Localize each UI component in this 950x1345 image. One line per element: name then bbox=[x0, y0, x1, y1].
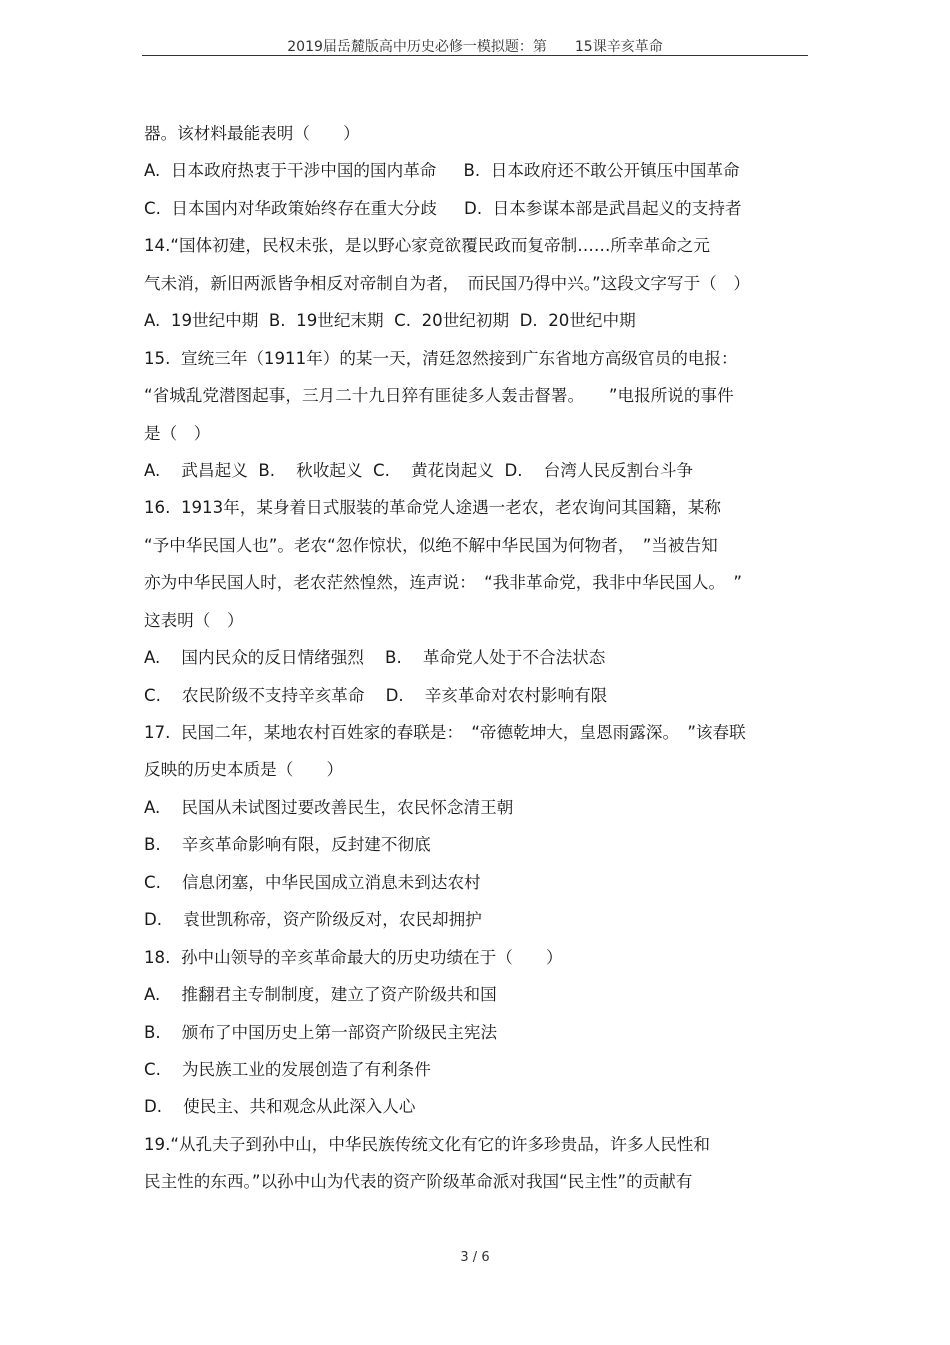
text-line: A. 日本政府热衷于干涉中国的国内革命 B. 日本政府还不敢公开镇压中国革命 bbox=[144, 161, 740, 181]
text-line: 16. 1913年，某身着日式服装的革命党人途遇一老农，老农询问其国籍，某称 bbox=[144, 498, 721, 518]
text-line: A. 武昌起义 B. 秋收起义 C. 黄花岗起义 D. 台湾人民反割台斗争 bbox=[144, 460, 694, 480]
text-line: 器。该材料最能表明（ ） bbox=[144, 124, 360, 143]
page-number: 3 / 6 bbox=[460, 1250, 490, 1265]
text-line: C. 日本国内对华政策始终存在重大分歧 D. 日本参谋本部是武昌起义的支持者 bbox=[144, 198, 742, 218]
text-line: 18. 孙中山领导的辛亥革命最大的历史功绩在于（ ） bbox=[144, 947, 563, 967]
text-line: 这表明（ ） bbox=[144, 610, 244, 630]
text-line: “省城乱党潜图起事，三月二十九日猝有匪徒多人轰击督署。 ”电报所说的事件 bbox=[144, 386, 734, 406]
text-line: 19.“从孔夫子到孙中山，中华民族传统文化有它的许多珍贵品，许多人民性和 bbox=[144, 1134, 710, 1154]
text-line: 是（ ） bbox=[144, 423, 211, 443]
text-line: B. 颁布了中国历史上第一部资产阶级民主宪法 bbox=[144, 1022, 498, 1042]
text-line: 17. 民国二年，某地农村百姓家的春联是： “帝德乾坤大，皇恩雨露深。 ”该春联 bbox=[144, 723, 746, 742]
text-line: A. 19世纪中期 B. 19世纪末期 C. 20世纪初期 D. 20世纪中期 bbox=[144, 311, 636, 331]
text-line: A. 国内民众的反日情绪强烈 B. 革命党人处于不合法状态 bbox=[144, 648, 606, 668]
text-line: B. 辛亥革命影响有限，反封建不彻底 bbox=[144, 835, 431, 855]
page-header-title: 2019届岳麓版高中历史必修一模拟题：第 15课辛亥革命 bbox=[287, 39, 663, 55]
text-line: D. 使民主、共和观念从此深入人心 bbox=[144, 1097, 416, 1117]
document-body bbox=[144, 121, 814, 1207]
text-line: 15. 宣统三年（1911年）的某一天，清廷忽然接到广东省地方高级官员的电报： bbox=[144, 348, 738, 368]
text-line: 民主性的东西。”以孙中山为代表的资产阶级革命派对我国“民主性”的贡献有 bbox=[144, 1172, 693, 1192]
text-line: 反映的历史本质是（ ） bbox=[144, 760, 344, 780]
text-line: A. 推翻君主专制制度，建立了资产阶级共和国 bbox=[144, 985, 497, 1005]
text-line: D. 袁世凯称帝，资产阶级反对，农民却拥护 bbox=[144, 910, 482, 930]
text-line: 亦为中华民国人时，老农茫然惶然，连声说： “我非革命党，我非中华民国人。 ” bbox=[144, 573, 742, 593]
text-line: A. 民国从未试图过要改善民生，农民怀念清王朝 bbox=[144, 797, 514, 817]
text-line: C. 为民族工业的发展创造了有利条件 bbox=[144, 1059, 431, 1079]
text-line: 14.“国体初建，民权未张，是以野心家竞欲覆民政而复帝制……所幸革命之元 bbox=[144, 236, 710, 256]
text-line: C. 农民阶级不支持辛亥革命 D. 辛亥革命对农村影响有限 bbox=[144, 685, 608, 705]
text-line: 气未消，新旧两派皆争相反对帝制自为者， 而民国乃得中兴。”这段文字写于（ ） bbox=[144, 273, 750, 293]
header-rule bbox=[142, 55, 808, 56]
text-line: “予中华民国人也”。老农“忽作惊状，似绝不解中华民国为何物者， ”当被告知 bbox=[144, 535, 718, 555]
text-line: C. 信息闭塞，中华民国成立消息未到达农村 bbox=[144, 872, 481, 892]
